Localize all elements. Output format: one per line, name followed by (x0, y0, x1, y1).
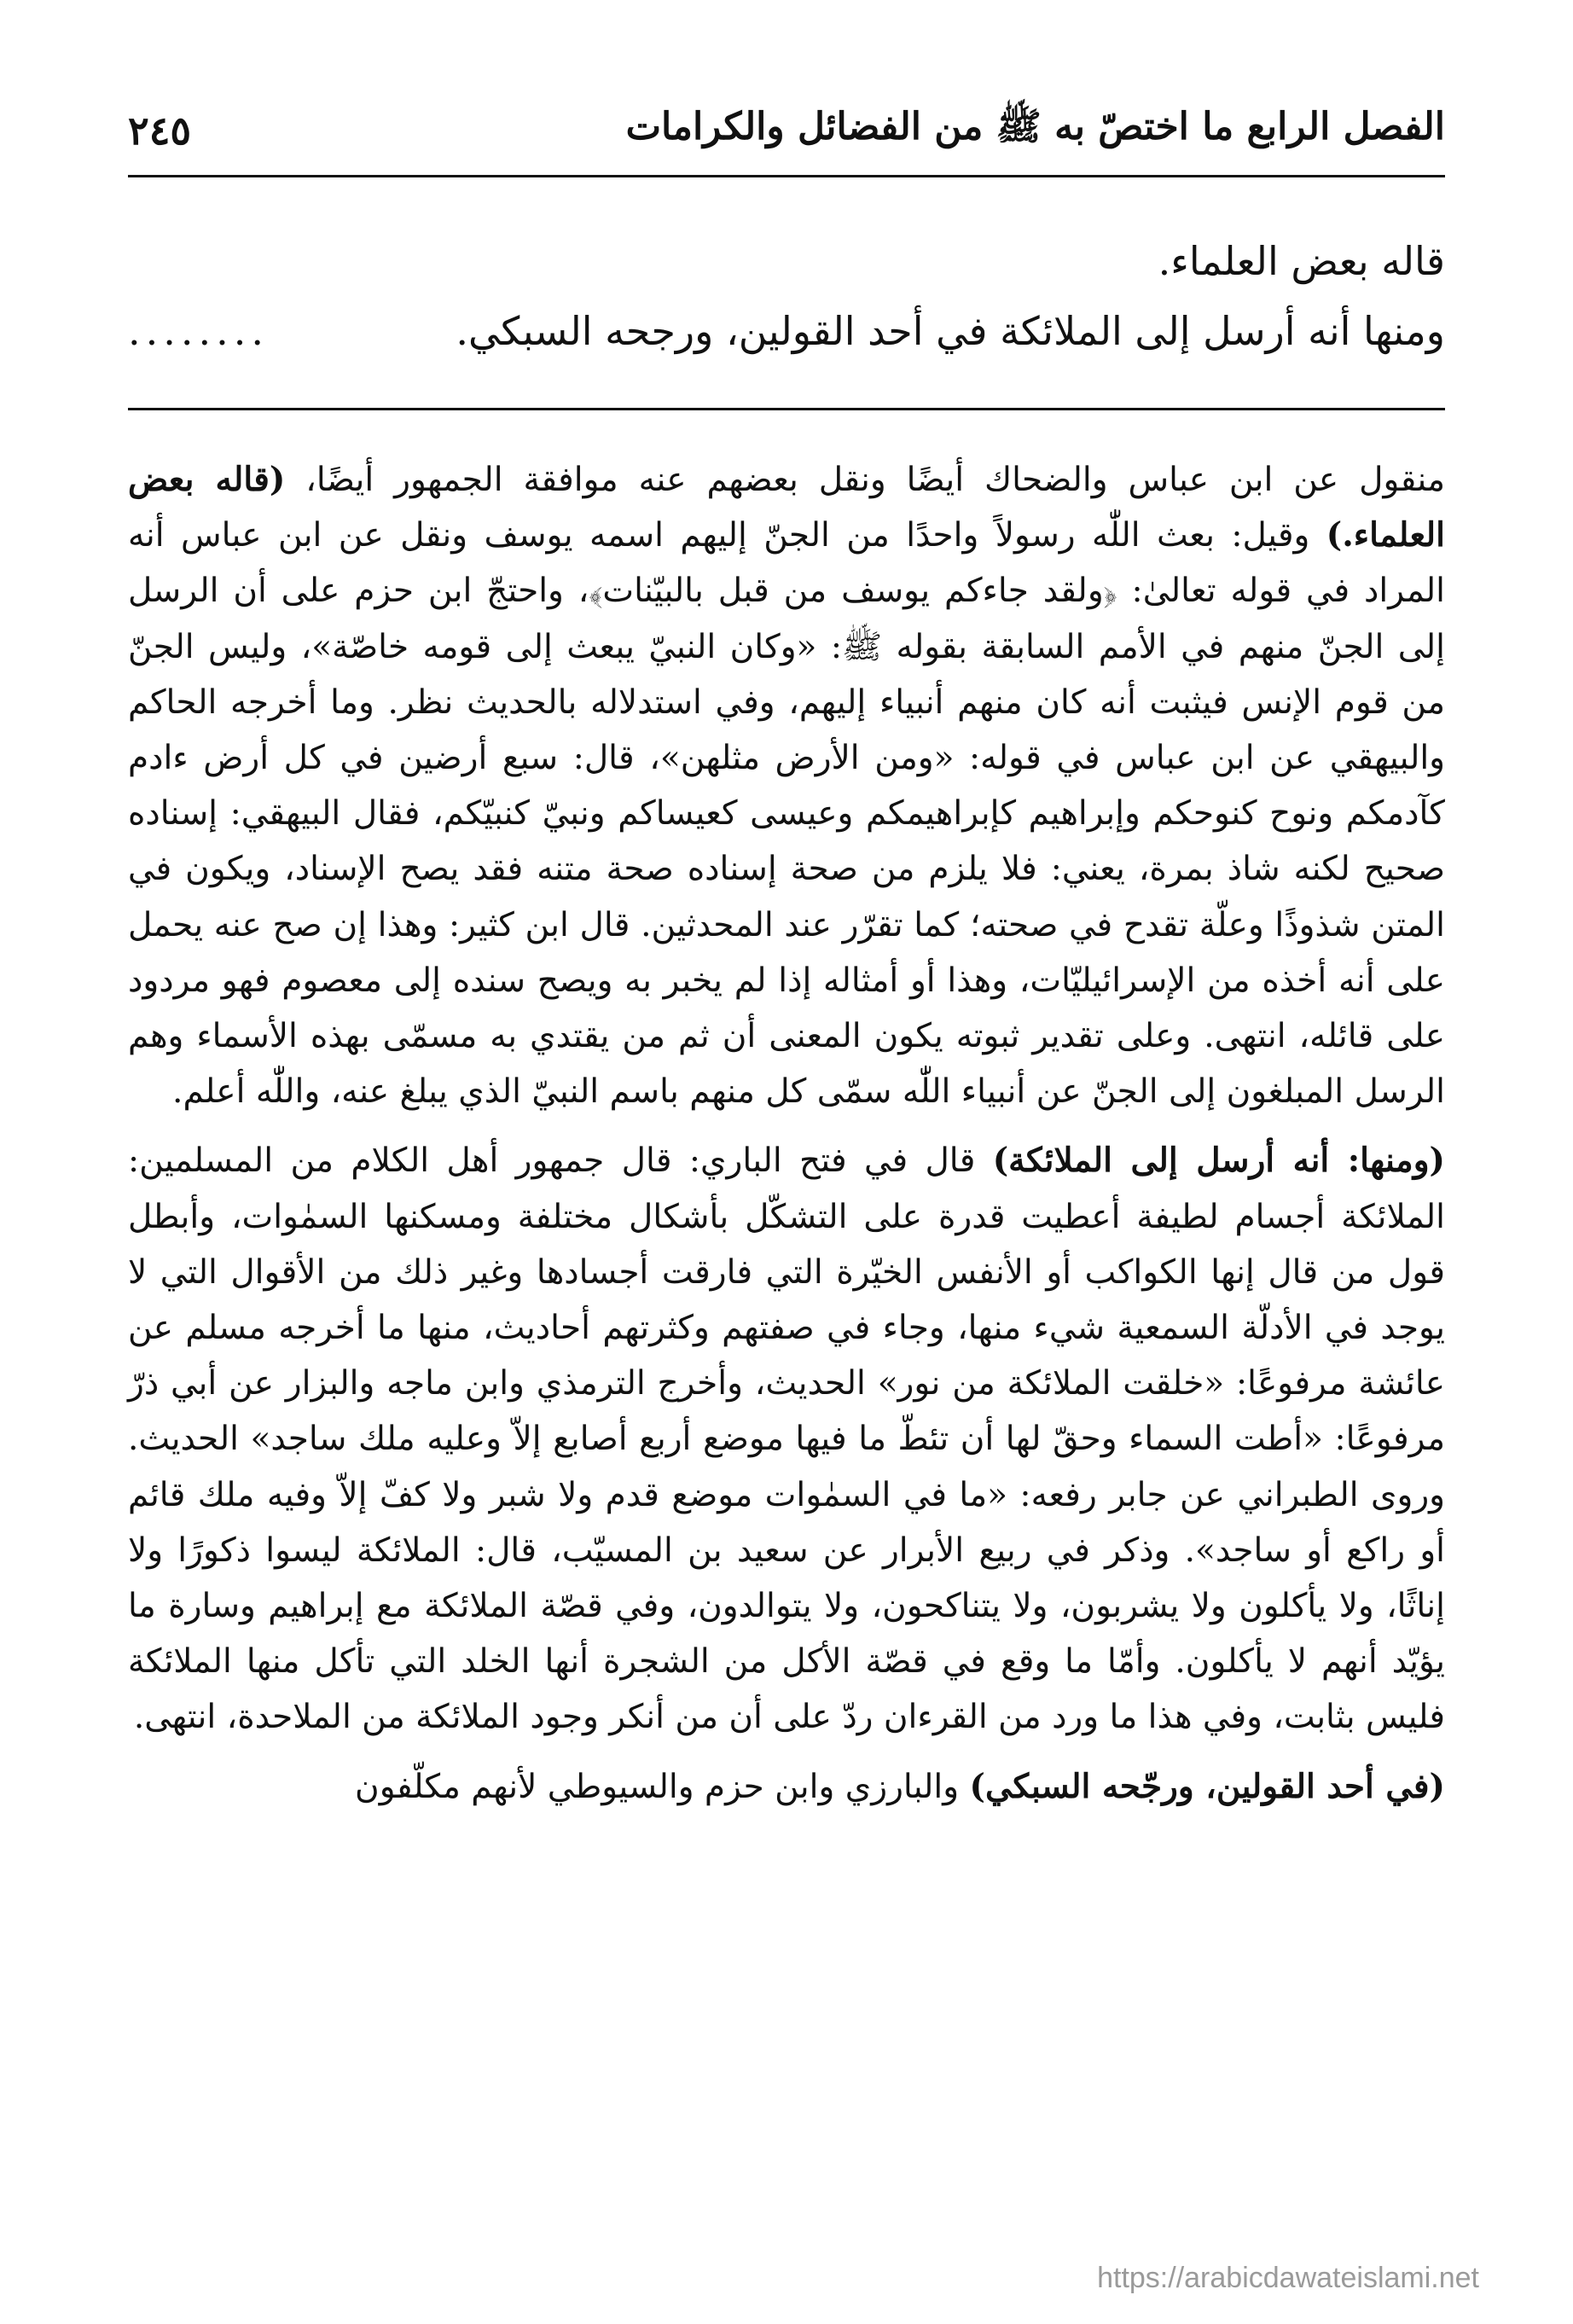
paragraph-1 (128, 452, 1445, 1119)
p1-text-2: وقيل: بعث اللّٰه رسولاً واحدًا من الجنّ إليهم اسمه يوسف ونقل عن ابن عباس أنه المراد في قوله تعالىٰ: ﴿ولقد جاءكم يوسف من قبل بالبيّنات﴾، واحتجّ ابن حزم على أن الرسل إلى الجنّ منهم في الأمم السابقة بقوله ﷺ: «وكان النبيّ يبعث إلى قومه خاصّة»، وليس الجنّ من قوم الإنس فيثبت أنه كان منهم أنبياء إليهم، وفي استدلاله بالحديث نظر. وما أخرجه الحاكم والبيهقي عن ابن عباس في قوله: «ومن الأرض مثلهن»، قال: سبع أرضين في كل أرض ءادم كآدمكم ونوح كنوحكم وإبراهيم كإبراهيمكم وعيسى كعيساكم ونبيّ كنبيّكم، فقال البيهقي: إسناده صحيح لكنه شاذ بمرة، يعني: فلا يلزم من صحة إسناده صحة متنه فقد يصح الإسناد، ويكون في المتن شذوذًا وعلّة تقدح في صحته؛ كما تقرّر عند المحدثين. قال ابن كثير: وهذا إن صح عنه يحمل على أنه أخذه من الإسرائيليّات، وهذا أو أمثاله إذا لم يخبر به ويصح سنده إلى معصوم فهو مردود على قائله، انتهى. وعلى تقدير ثبوته يكون المعنى أن ثم من يقتدي به مسمّى بهذه الأسماء وهم الرسل المبلغون إلى الجنّ عن أنبياء اللّٰه سمّى كل منهم باسم النبيّ الذي يبلغ عنه، واللّٰه أعلم. (128, 516, 1445, 1112)
matn-line-2-text: ومنها أنه أرسل إلى الملائكة في أحد القولين، ورجحه السبكي. (456, 308, 1445, 354)
paragraph-2 (128, 1133, 1445, 1745)
chapter-title: الفصل الرابع ما اختصّ به ﷺ من الفضائل والكرامات (625, 105, 1445, 148)
page-number: ٢٤٥ (128, 107, 192, 154)
p3-text: والبارزي وابن حزم والسيوطي لأنهم مكلّفون (355, 1767, 960, 1806)
source-watermark: https://arabicdawateislami.net (1097, 2262, 1479, 2294)
commentary-block (128, 452, 1445, 1828)
matn-block (128, 226, 1445, 366)
header-divider (128, 175, 1445, 177)
p1-text-1: منقول عن ابن عباس والضحاك أيضًا ونقل بعضهم عنه موافقة الجمهور أيضًا، (305, 461, 1445, 499)
matn-divider (128, 408, 1445, 410)
matn-line-2 (128, 296, 1445, 366)
p3-bold-quote: (في أحد القولين، ورجّحه السبكي) (969, 1766, 1445, 1806)
paragraph-3 (128, 1759, 1445, 1815)
running-header (128, 101, 1445, 160)
p2-bold-quote: (ومنها: أنه أرسل إلى الملائكة) (992, 1141, 1445, 1181)
ellipsis-dots: ........ (128, 308, 269, 354)
matn-line-1: قاله بعض العلماء. (1158, 238, 1445, 284)
p1-bold-quote: (قاله بعض العلماء.) (128, 460, 1445, 555)
p2-text: قال في فتح الباري: قال جمهور أهل الكلام من المسلمين: الملائكة أجسام لطيفة أعطيت قدرة على التشكّل بأشكال مختلفة ومسكنها السمٰوات، وأبطل قول من قال إنها الكواكب أو الأنفس الخيّرة التي فارقت أجسادها وغير ذلك من الأقوال التي لا يوجد في الأدلّة السمعية شيء منها، وجاء في صفتهم وكثرتهم أحاديث، منها ما أخرجه مسلم عن عائشة مرفوعًا: «خلقت الملائكة من نور» الحديث، وأخرج الترمذي وابن ماجه والبزار عن أبي ذرّ مرفوعًا: «أطت السماء وحقّ لها أن تئطّ ما فيها موضع أربع أصابع إلاّ وعليه ملك ساجد» الحديث. وروى الطبراني عن جابر رفعه: «ما في السمٰوات موضع قدم ولا شبر ولا كفّ إلاّ وفيه ملك قائم أو راكع أو ساجد». وذكر في ربيع الأبرار عن سعيد بن المسيّب، قال: الملائكة ليسوا ذكورًا ولا إناثًا، ولا يأكلون ولا يشربون، ولا يتناكحون، ولا يتوالدون، وفي قصّة الملائكة مع إبراهيم وسارة ما يؤيّد أنهم لا يأكلون. وأمّا ما وقع في قصّة الأكل من الشجرة أنها الخلد التي تأكل منها الملائكة فليس بثابت، وفي هذا ما ورد من القرءان ردّ على أن من أنكر وجود الملائكة من الملاحدة، انتهى. (128, 1142, 1445, 1737)
